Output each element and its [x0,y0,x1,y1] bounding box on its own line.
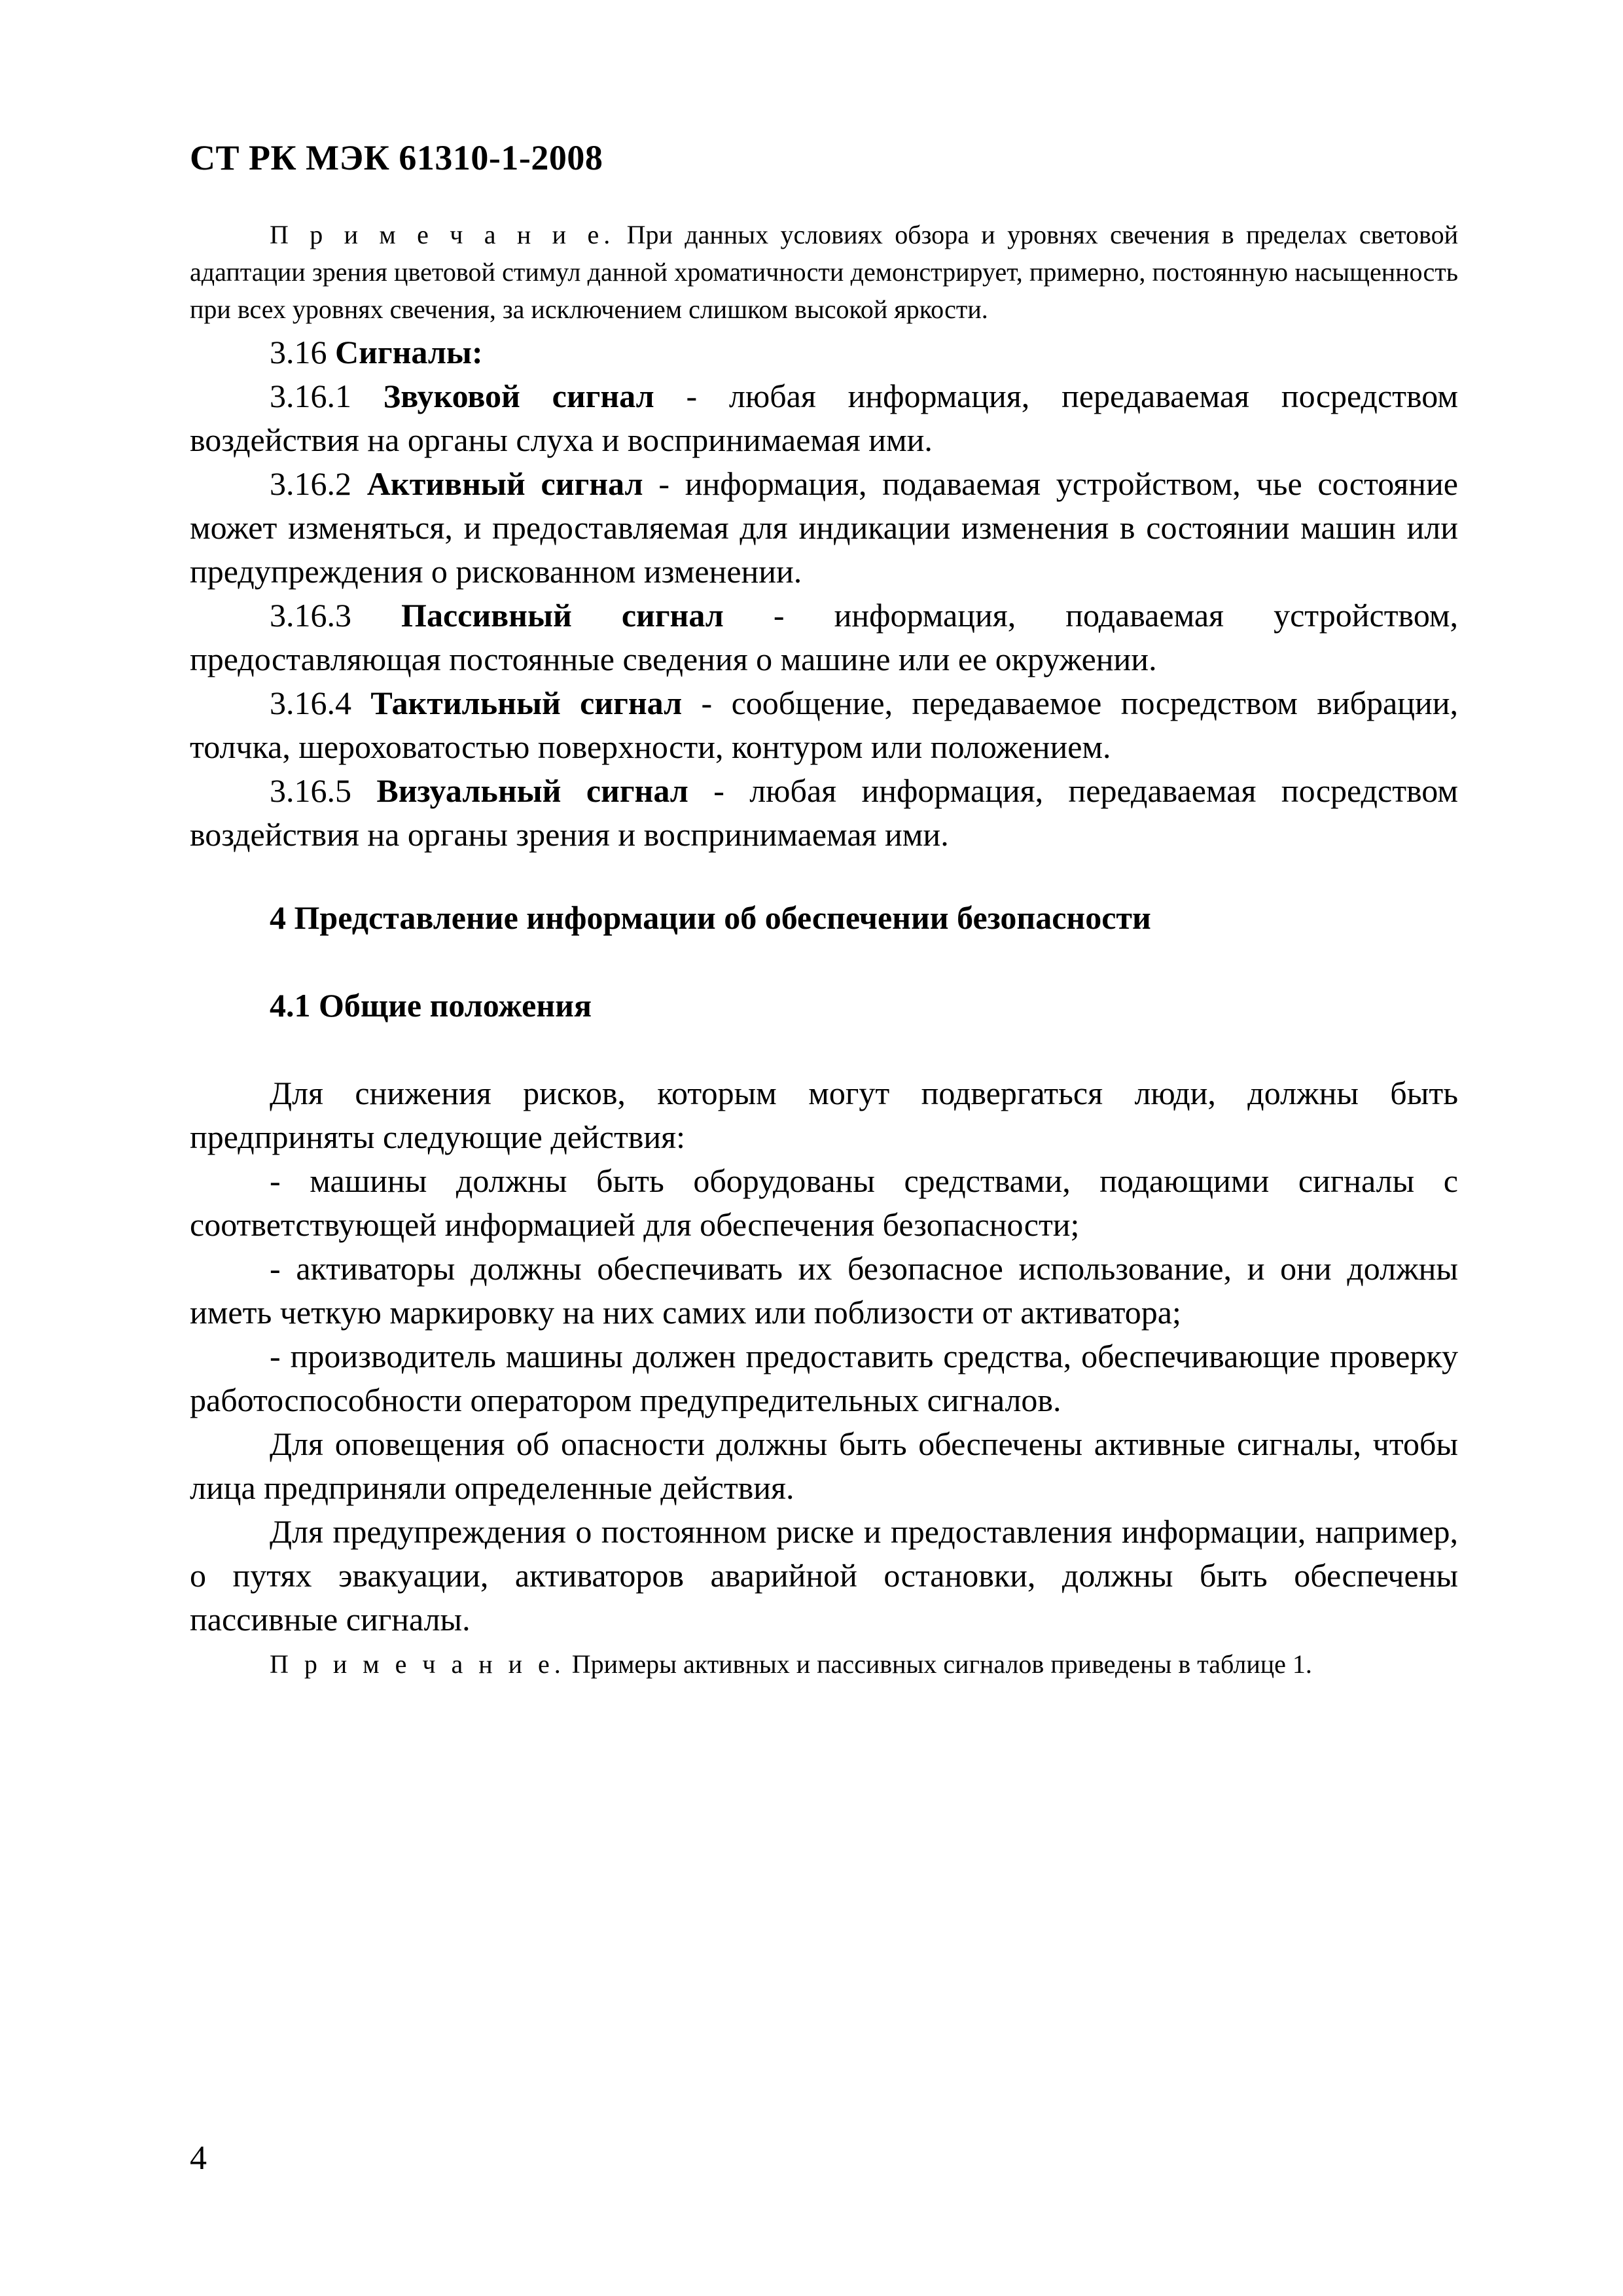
clause-3-16-2 [190,462,1458,594]
clause-number: 3.16.4 [270,685,371,721]
clause-term: Визуальный сигнал [376,772,688,809]
body-paragraph: Для оповещения об опасности должны быть обеспечены активные сигналы, чтобы лица предприняли определенные действия. [190,1426,1458,1506]
clause-term: Пассивный сигнал [401,597,724,634]
note-paragraph [190,216,1458,328]
note-text: При данных условиях обзора и уровнях свечения в пределах световой адаптации зрения цветовой стимул данной хроматичности демонстрирует, примерно, постоянную насыщенность при всех уровнях свечения, за исключением слишком высокой яркости. [190,220,1458,324]
section-4-title: 4 Представление информации об обеспечении безопасности [270,899,1151,936]
note-label: П р и м е ч а н и е. [270,1649,565,1679]
clause-term: Активный сигнал [366,465,643,502]
clause-3-16-5 [190,769,1458,857]
clause-number: 3.16.2 [270,465,367,502]
document-code-header: СТ РК МЭК 61310-1-2008 [190,138,603,177]
note-label: П р и м е ч а н и е. [270,220,615,249]
body-paragraph: Для снижения рисков, которым могут подвергаться люди, должны быть предприняты следующие действия: [190,1075,1458,1155]
note-text: Примеры активных и пассивных сигналов приведены в таблице 1. [565,1649,1312,1679]
page-number: 4 [190,2140,207,2177]
clause-definition: - сообщение, передаваемое посредством вибрации, толчка, шероховатостью поверхности, контуром или положением. [190,685,1459,765]
clause-3-16 [190,331,1458,374]
list-item: - машины должны быть оборудованы средствами, подающими сигналы с соответствующей информацией для обеспечения безопасности; [190,1162,1458,1243]
body-paragraph: Для предупреждения о постоянном риске и предоставления информации, например, о путях эвакуации, активаторов аварийной остановки, должны быть обеспечены пассивные сигналы. [190,1513,1458,1638]
section-4-1-title: 4.1 Общие положения [270,987,592,1024]
clause-definition: - любая информация, передаваемая посредством воздействия на органы зрения и воспринимаемая ими. [190,772,1458,853]
clause-3-16-1 [190,374,1458,462]
note-paragraph [190,1645,1458,1683]
clause-3-16-3 [190,594,1458,681]
document-body [190,216,1458,1683]
clause-3-16-4 [190,681,1458,769]
list-item: - активаторы должны обеспечивать их безопасное использование, и они должны иметь четкую маркировку на них самих или поблизости от активатора; [190,1250,1458,1331]
clause-definition: - любая информация, передаваемая посредством воздействия на органы слуха и воспринимаемая ими. [190,378,1458,458]
clause-term: Сигналы: [335,334,483,370]
clause-definition: - информация, подаваемая устройством, предоставляющая постоянные сведения о машине или ее окружении. [190,597,1459,677]
clause-number: 3.16 [270,334,335,370]
clause-number: 3.16.1 [270,378,383,414]
clause-number: 3.16.5 [270,772,377,809]
clause-term: Тактильный сигнал [370,685,683,721]
list-item: - производитель машины должен предоставить средства, обеспечивающие проверку работоспособности оператором предупредительных сигналов. [190,1338,1458,1418]
clause-definition: - информация, подаваемая устройством, чье состояние может изменяться, и предоставляемая для индикации изменения в состоянии машин или предупреждения о рискованном изменении. [190,465,1459,590]
clause-term: Звуковой сигнал [383,378,654,414]
clause-number: 3.16.3 [270,597,402,634]
